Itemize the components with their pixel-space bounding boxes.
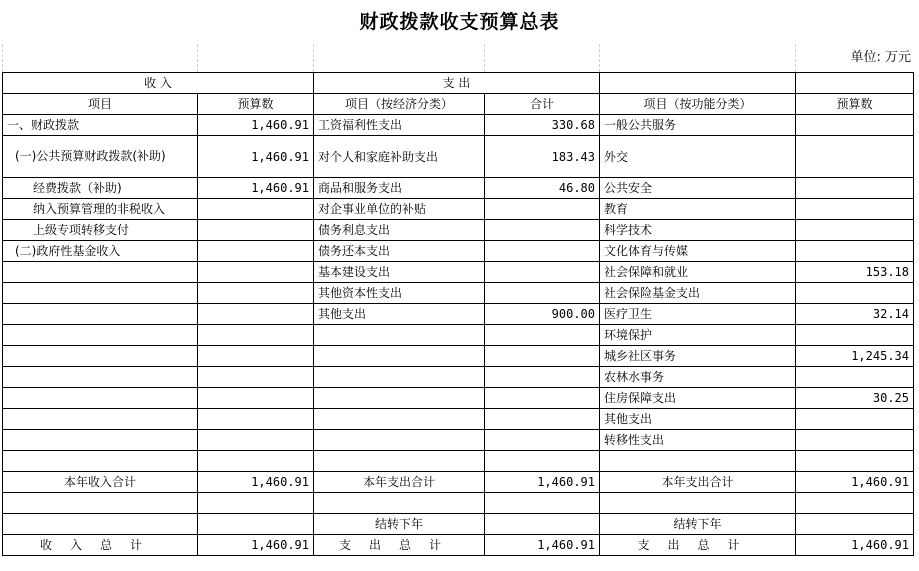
grid-divider <box>2 44 3 72</box>
func-total-value: 1,460.91 <box>796 472 914 493</box>
func-budget <box>796 325 914 346</box>
func-total-label: 本年支出合计 <box>600 472 796 493</box>
income-total-label: 本年收入合计 <box>3 472 198 493</box>
func-item: 住房保障支出 <box>600 388 796 409</box>
econ-item: 债务还本支出 <box>314 241 485 262</box>
econ-item: 其他支出 <box>314 304 485 325</box>
func-item: 一般公共服务 <box>600 115 796 136</box>
income-budget <box>198 262 314 283</box>
func-item: 社会保险基金支出 <box>600 283 796 304</box>
econ-item: 对企事业单位的补贴 <box>314 199 485 220</box>
econ-item: 基本建设支出 <box>314 262 485 283</box>
income-item: (二)政府性基金收入 <box>3 241 198 262</box>
econ-total <box>485 220 600 241</box>
econ-total: 46.80 <box>485 178 600 199</box>
page-title: 财政拨款收支预算总表 <box>359 11 560 33</box>
income-budget <box>198 304 314 325</box>
func-item: 外交 <box>600 136 796 178</box>
func-budget <box>796 199 914 220</box>
expense-total-label: 本年支出合计 <box>314 472 485 493</box>
income-item: 纳入预算管理的非税收入 <box>3 199 198 220</box>
table-row <box>3 430 914 451</box>
income-budget <box>198 241 314 262</box>
econ-item: 对个人和家庭补助支出 <box>314 136 485 178</box>
func-item: 公共安全 <box>600 178 796 199</box>
income-budget <box>198 220 314 241</box>
table-cell <box>600 493 796 514</box>
econ-total <box>485 346 600 367</box>
income-budget <box>198 409 314 430</box>
func-item <box>600 451 796 472</box>
table-cell <box>796 73 914 94</box>
econ-item <box>314 346 485 367</box>
econ-item: 工资福利性支出 <box>314 115 485 136</box>
table-row <box>3 136 914 178</box>
income-grand-value: 1,460.91 <box>198 535 314 556</box>
income-item <box>3 451 198 472</box>
income-item <box>3 388 198 409</box>
func-item: 其他支出 <box>600 409 796 430</box>
table-row <box>3 199 914 220</box>
econ-total: 330.68 <box>485 115 600 136</box>
income-item <box>3 262 198 283</box>
income-item: (一)公共预算财政拨款(补助) <box>3 136 198 178</box>
column-header-econ-item: 项目（按经济分类） <box>314 94 485 115</box>
table-cell <box>796 514 914 535</box>
func-item: 文化体育与传媒 <box>600 241 796 262</box>
econ-carry-label: 结转下年 <box>314 514 485 535</box>
table-cell <box>485 514 600 535</box>
grid-divider <box>197 44 198 72</box>
econ-item <box>314 409 485 430</box>
func-item: 城乡社区事务 <box>600 346 796 367</box>
func-item: 教育 <box>600 199 796 220</box>
carry-forward-row <box>3 514 914 535</box>
income-budget <box>198 367 314 388</box>
func-budget <box>796 283 914 304</box>
column-header-budget: 预算数 <box>198 94 314 115</box>
econ-total <box>485 388 600 409</box>
func-budget <box>796 220 914 241</box>
column-header-func-item: 项目（按功能分类） <box>600 94 796 115</box>
table-row <box>3 325 914 346</box>
income-budget <box>198 451 314 472</box>
grid-divider <box>795 44 796 72</box>
func-grand-value: 1,460.91 <box>796 535 914 556</box>
econ-total <box>485 325 600 346</box>
income-item <box>3 346 198 367</box>
income-grand-label: 收入总计 <box>3 535 198 556</box>
table-row <box>3 241 914 262</box>
table-row <box>3 115 914 136</box>
expense-grand-value: 1,460.91 <box>485 535 600 556</box>
grid-divider <box>313 44 314 72</box>
func-carry-label: 结转下年 <box>600 514 796 535</box>
econ-item <box>314 367 485 388</box>
income-budget: 1,460.91 <box>198 115 314 136</box>
column-header-total: 合计 <box>485 94 600 115</box>
income-budget <box>198 199 314 220</box>
econ-item <box>314 325 485 346</box>
income-item <box>3 304 198 325</box>
income-item <box>3 367 198 388</box>
table-cell <box>314 493 485 514</box>
econ-item: 其他资本性支出 <box>314 283 485 304</box>
econ-total <box>485 199 600 220</box>
econ-total <box>485 262 600 283</box>
totals-row <box>3 472 914 493</box>
income-budget <box>198 346 314 367</box>
econ-item <box>314 388 485 409</box>
econ-total <box>485 430 600 451</box>
func-item: 科学技术 <box>600 220 796 241</box>
income-item: 上级专项转移支付 <box>3 220 198 241</box>
func-budget: 153.18 <box>796 262 914 283</box>
income-item <box>3 430 198 451</box>
table-row <box>3 283 914 304</box>
table-row <box>3 220 914 241</box>
table-row <box>3 346 914 367</box>
income-budget <box>198 388 314 409</box>
func-budget: 1,245.34 <box>796 346 914 367</box>
econ-total: 900.00 <box>485 304 600 325</box>
econ-item: 债务利息支出 <box>314 220 485 241</box>
table-cell <box>600 73 796 94</box>
table-row <box>3 262 914 283</box>
income-item <box>3 325 198 346</box>
income-item <box>3 283 198 304</box>
income-budget <box>198 325 314 346</box>
table-cell <box>3 514 198 535</box>
column-header-func-budget: 预算数 <box>796 94 914 115</box>
func-budget: 32.14 <box>796 304 914 325</box>
grid-divider <box>484 44 485 72</box>
econ-total <box>485 367 600 388</box>
income-item: 一、财政拨款 <box>3 115 198 136</box>
econ-total <box>485 451 600 472</box>
econ-total <box>485 241 600 262</box>
income-section-header: 收 入 <box>3 73 314 94</box>
func-item: 环境保护 <box>600 325 796 346</box>
func-budget <box>796 367 914 388</box>
section-header-row <box>3 73 914 94</box>
column-header-row <box>3 94 914 115</box>
func-budget: 30.25 <box>796 388 914 409</box>
econ-total <box>485 283 600 304</box>
income-budget <box>198 283 314 304</box>
table-row <box>3 178 914 199</box>
table-row <box>3 451 914 472</box>
budget-table <box>2 72 914 556</box>
column-header-item: 项目 <box>3 94 198 115</box>
income-item: 经费拨款（补助) <box>3 178 198 199</box>
func-budget <box>796 430 914 451</box>
func-budget <box>796 451 914 472</box>
table-row <box>3 367 914 388</box>
econ-total: 183.43 <box>485 136 600 178</box>
func-budget <box>796 178 914 199</box>
func-budget <box>796 136 914 178</box>
table-cell <box>485 493 600 514</box>
table-cell <box>198 493 314 514</box>
expense-total-value: 1,460.91 <box>485 472 600 493</box>
table-row <box>3 493 914 514</box>
grid-divider <box>599 44 600 72</box>
income-budget: 1,460.91 <box>198 178 314 199</box>
table-cell <box>3 493 198 514</box>
income-total-value: 1,460.91 <box>198 472 314 493</box>
expense-section-header: 支 出 <box>314 73 600 94</box>
func-grand-label: 支出总计 <box>600 535 796 556</box>
grand-total-row <box>3 535 914 556</box>
table-row <box>3 409 914 430</box>
econ-item <box>314 451 485 472</box>
unit-label: 单位: 万元 <box>850 50 911 65</box>
table-row <box>3 304 914 325</box>
func-budget <box>796 115 914 136</box>
func-item: 转移性支出 <box>600 430 796 451</box>
econ-total <box>485 409 600 430</box>
func-item: 农林水事务 <box>600 367 796 388</box>
func-item: 医疗卫生 <box>600 304 796 325</box>
income-budget <box>198 430 314 451</box>
func-budget <box>796 409 914 430</box>
econ-item: 商品和服务支出 <box>314 178 485 199</box>
expense-grand-label: 支出总计 <box>314 535 485 556</box>
table-row <box>3 388 914 409</box>
table-cell <box>198 514 314 535</box>
func-item: 社会保障和就业 <box>600 262 796 283</box>
func-budget <box>796 241 914 262</box>
income-budget: 1,460.91 <box>198 136 314 178</box>
table-cell <box>796 493 914 514</box>
econ-item <box>314 430 485 451</box>
income-item <box>3 409 198 430</box>
